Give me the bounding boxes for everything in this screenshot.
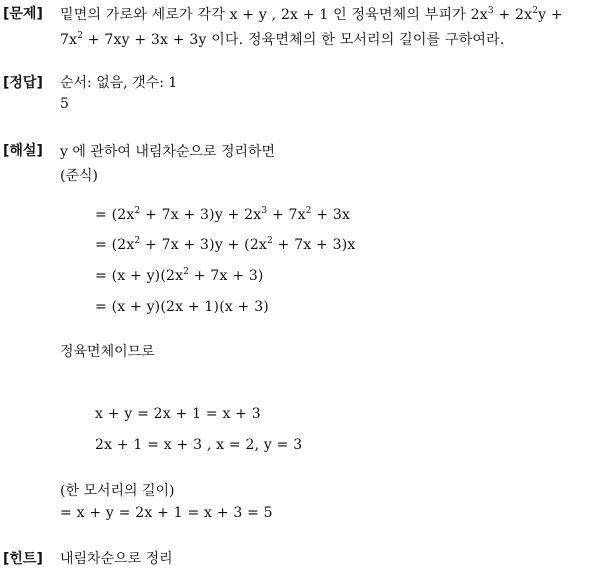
equation-part: + 7x + 3)y + (2x	[140, 237, 268, 253]
equation-1	[95, 207, 350, 223]
problem-line-1	[60, 4, 563, 24]
solution-label: [해설]	[3, 143, 43, 159]
problem-text-part: + 2x	[493, 7, 533, 23]
answer-value: 5	[60, 96, 69, 112]
superscript: 2	[305, 206, 312, 216]
hint-text: 내림차순으로 정리	[60, 551, 173, 567]
superscript: 2	[267, 236, 273, 246]
solution-intro: y 에 관하여 내림차순으로 정리하면	[60, 144, 276, 160]
equation-part: + 7x + 3)x	[272, 237, 356, 253]
equation-part: + 7x	[267, 207, 306, 223]
problem-text-part: 7x	[60, 32, 78, 48]
equation-part: + 3x	[311, 207, 351, 223]
equation-part: + 7x + 3)	[189, 268, 264, 284]
superscript: 2	[134, 206, 141, 216]
problem-text-part: + 7xy + 3x + 3y 이다. 정육면체의 한 모서리의 길이를 구하여라.	[83, 32, 505, 48]
edge-label: (한 모서리의 길이)	[60, 483, 175, 499]
problem-text-part: 밑면의 가로와 세로가 각각 x + y , 2x + 1 인 정육면체의 부피가 2x	[60, 7, 488, 23]
expression-label: (준식)	[60, 168, 98, 184]
answer-line-1: 순서: 없음, 갯수: 1	[60, 75, 178, 91]
superscript: 3	[261, 206, 268, 216]
equation-part: + 7x + 3)y + 2x	[140, 207, 262, 223]
cube-note: 정육면체이므로	[60, 344, 155, 360]
equation-6: 2x + 1 = x + 3 , x = 2, y = 3	[95, 437, 303, 453]
superscript: 3	[487, 6, 494, 16]
problem-label: [문제]	[3, 6, 43, 22]
superscript: 2	[77, 31, 84, 41]
answer-label: [정답]	[3, 75, 43, 91]
equation-part: = (2x	[95, 237, 135, 253]
equation-5: x + y = 2x + 1 = x + 3	[95, 406, 261, 422]
equation-2	[95, 237, 356, 253]
equation-4: = (x + y)(2x + 1)(x + 3)	[95, 299, 269, 315]
problem-text-part: y +	[538, 7, 563, 23]
superscript: 2	[134, 236, 141, 246]
superscript: 2	[532, 6, 539, 16]
equation-part: = (2x	[95, 207, 135, 223]
equation-part: = (x + y)(2x	[95, 268, 184, 284]
problem-line-2	[60, 29, 505, 49]
equation-7: = x + y = 2x + 1 = x + 3 = 5	[60, 505, 273, 521]
hint-label: [힌트]	[3, 551, 43, 567]
superscript: 2	[183, 267, 190, 277]
equation-3	[95, 268, 264, 284]
